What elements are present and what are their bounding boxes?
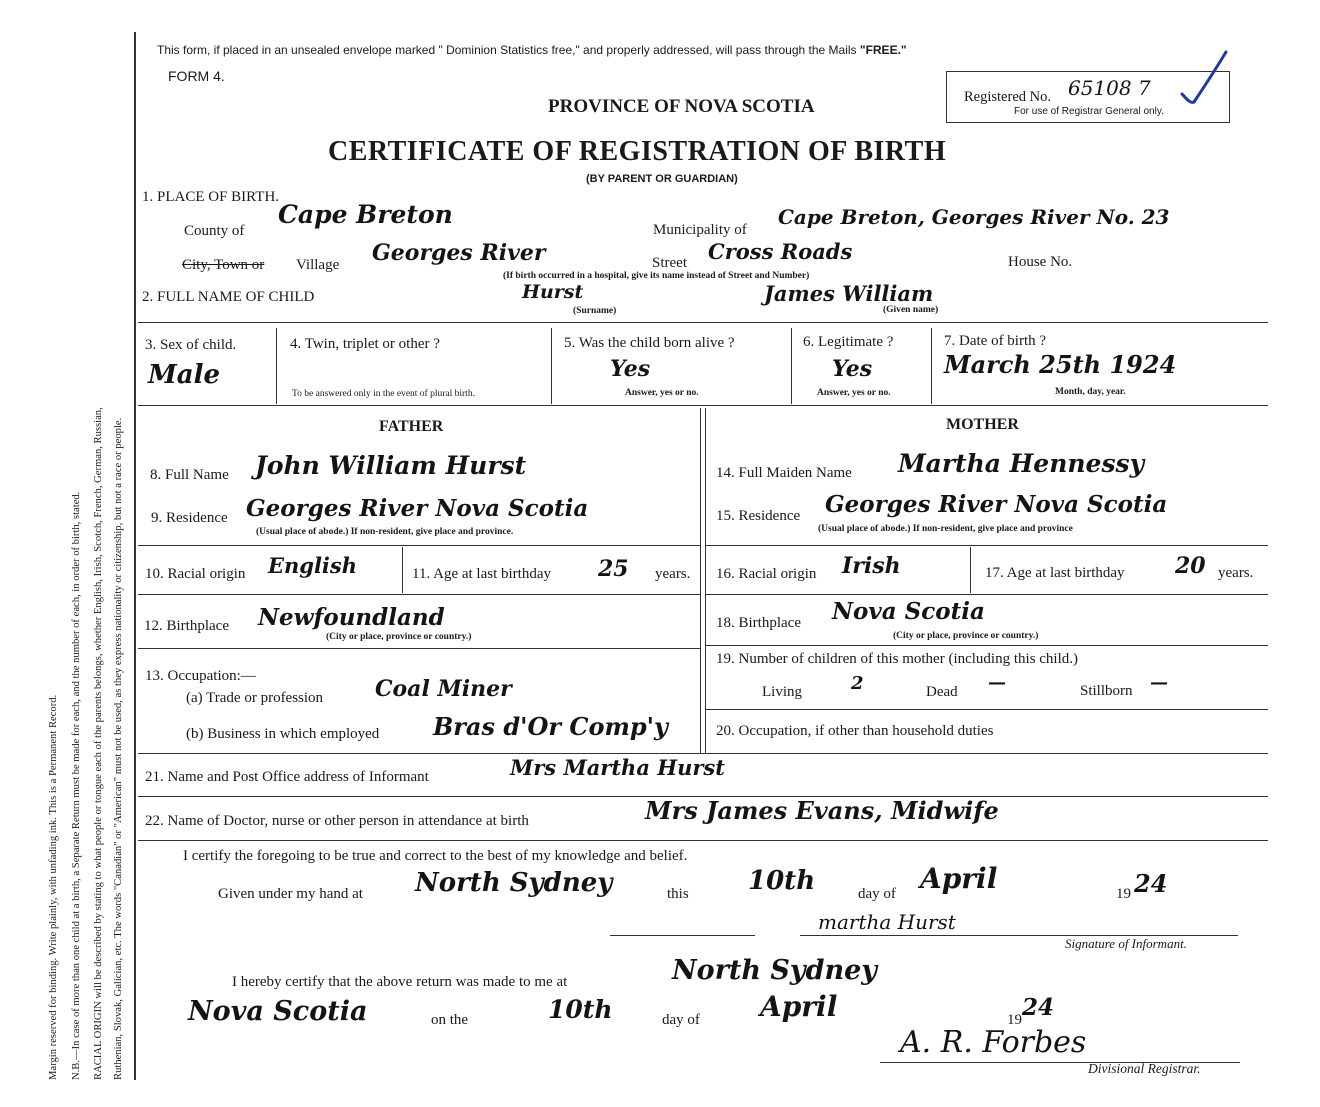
mother-years: years. xyxy=(1218,565,1254,581)
mother-rule-3 xyxy=(705,645,1268,646)
village-value: Georges River xyxy=(372,240,546,266)
father-residence-caption: (Usual place of abode.) If non-resident, give place and province. xyxy=(256,527,514,537)
living-label: Living xyxy=(762,684,802,700)
father-name: John William Hurst xyxy=(255,451,527,480)
parents-divider-left xyxy=(700,408,701,753)
father-col-divider xyxy=(402,547,403,593)
certify-place: North Sydney xyxy=(415,868,613,898)
certify-year: 24 xyxy=(1134,869,1168,898)
mother-name: Martha Hennessy xyxy=(898,449,1145,478)
margin-note-4: Ruthenian, Slovak, Galician, etc. The words "Canadian" or "American" must not be used, as they express nationality or citizenship, but not a race or people. xyxy=(113,417,124,1080)
given-under-label: Given under my hand at xyxy=(218,886,363,902)
mother-rule-4 xyxy=(705,709,1268,710)
informant-label: 21. Name and Post Office address of Informant xyxy=(145,769,429,785)
mother-age: 20 xyxy=(1175,553,1206,579)
registrar-day-of: day of xyxy=(662,1012,700,1028)
stillborn-value: — xyxy=(1150,672,1168,693)
document-subtitle: (BY PARENT OR GUARDIAN) xyxy=(586,173,738,185)
trade-value: Coal Miner xyxy=(375,676,512,702)
father-birthplace: Newfoundland xyxy=(258,604,445,631)
signature-caption: Signature of Informant. xyxy=(1065,936,1187,951)
mother-residence-caption: (Usual place of abode.) If non-resident, give place and province xyxy=(818,524,1073,534)
municipality-label: Municipality of xyxy=(653,222,747,238)
legitimate-caption: Answer, yes or no. xyxy=(817,388,891,398)
mother-racial-origin: Irish xyxy=(842,553,901,579)
registrar-on-the: on the xyxy=(431,1012,469,1028)
registrar-province: Nova Scotia xyxy=(188,996,368,1027)
sex-label: 3. Sex of child. xyxy=(145,337,237,353)
father-birthplace-label: 12. Birthplace xyxy=(144,618,229,634)
dob-value: March 25th 1924 xyxy=(944,350,1177,379)
document-title: CERTIFICATE OF REGISTRATION OF BIRTH xyxy=(328,136,947,167)
street-label: Street xyxy=(652,255,687,271)
living-value: 2 xyxy=(851,673,864,694)
signature-short-rule xyxy=(610,935,755,936)
mother-birthplace: Nova Scotia xyxy=(832,598,985,625)
margin-rule xyxy=(134,32,136,1080)
house-label: House No. xyxy=(1008,254,1073,270)
trade-label: (a) Trade or profession xyxy=(186,690,324,706)
father-racial-origin: English xyxy=(268,553,358,578)
postal-note: This form, if placed in an unsealed envelope marked " Dominion Statistics free," and properly addressed, will pass through the Mails "FREE." xyxy=(157,43,907,57)
registrar-year: 24 xyxy=(1022,994,1055,1021)
business-label: (b) Business in which employed xyxy=(186,726,380,742)
alive-label: 5. Was the child born alive ? xyxy=(564,335,735,351)
twin-note: To be answered only in the event of plural birth. xyxy=(292,389,475,399)
city-town-struck: City, Town or xyxy=(182,257,265,273)
certify-day-of: day of xyxy=(858,886,896,902)
col-divider-4 xyxy=(931,328,932,404)
registrar-year-prefix: 19 xyxy=(1007,1012,1022,1028)
informant-signature: martha Hurst xyxy=(818,910,956,934)
registrar-day: 10th xyxy=(548,995,613,1024)
mother-heading: MOTHER xyxy=(946,416,1019,433)
business-value: Bras d'Or Comp'y xyxy=(433,712,668,741)
legitimate-label: 6. Legitimate ? xyxy=(803,334,894,350)
dead-value: — xyxy=(988,672,1006,693)
certify-year-prefix: 19 xyxy=(1116,886,1131,902)
father-age: 25 xyxy=(598,556,629,582)
county-label: County of xyxy=(184,223,245,239)
father-rule-1 xyxy=(138,545,700,546)
rule-2 xyxy=(138,405,1268,406)
mother-residence: Georges River Nova Scotia xyxy=(825,491,1168,518)
rule-1 xyxy=(138,322,1268,323)
father-heading: FATHER xyxy=(379,418,444,435)
father-rule-2 xyxy=(138,594,700,595)
hospital-note: (If birth occurred in a hospital, give its name instead of Street and Number) xyxy=(503,271,810,281)
mother-racial-label: 16. Racial origin xyxy=(716,566,817,582)
father-racial-label: 10. Racial origin xyxy=(145,566,246,582)
stillborn-label: Stillborn xyxy=(1080,683,1133,699)
doctor-value: Mrs James Evans, Midwife xyxy=(645,796,999,825)
mother-occupation-label: 20. Occupation, if other than household duties xyxy=(716,723,994,739)
parents-divider-right xyxy=(705,408,706,753)
father-years: years. xyxy=(655,566,691,582)
mother-birthplace-caption: (City or place, province or country.) xyxy=(893,631,1039,641)
col-divider-3 xyxy=(791,328,792,404)
occupation-label: 13. Occupation:— xyxy=(145,668,256,684)
father-residence-label: 9. Residence xyxy=(151,510,228,526)
dead-label: Dead xyxy=(926,684,958,700)
certify-statement: I certify the foregoing to be true and correct to the best of my knowledge and belief. xyxy=(183,848,688,864)
father-name-label: 8. Full Name xyxy=(150,467,229,483)
form-number: FORM 4. xyxy=(168,68,225,84)
place-section-label: 1. PLACE OF BIRTH. xyxy=(142,189,280,205)
certify-this: this xyxy=(667,886,689,902)
county-value: Cape Breton xyxy=(278,200,453,229)
municipality-value: Cape Breton, Georges River No. 23 xyxy=(778,205,1170,229)
binding-margin xyxy=(0,0,140,1107)
children-count-label: 19. Number of children of this mother (including this child.) xyxy=(716,651,1079,667)
rule-3 xyxy=(138,753,1268,754)
surname-caption: (Surname) xyxy=(573,306,617,316)
street-value: Cross Roads xyxy=(708,239,853,264)
mother-rule-1 xyxy=(705,545,1268,546)
mother-name-label: 14. Full Maiden Name xyxy=(716,465,852,481)
father-age-label: 11. Age at last birthday xyxy=(412,566,551,582)
registered-label: Registered No. xyxy=(964,89,1051,105)
dob-label: 7. Date of birth ? xyxy=(944,333,1047,349)
registrar-month: April xyxy=(760,990,838,1023)
given-caption: (Given name) xyxy=(883,305,939,315)
informant-value: Mrs Martha Hurst xyxy=(510,755,725,780)
margin-note-1: Margin reserved for binding. Write plainly, with unfading ink. This is a Permanent Record. xyxy=(48,694,59,1080)
registrar-place: North Sydney xyxy=(672,955,877,986)
father-birthplace-caption: (City or place, province or country.) xyxy=(326,632,472,642)
doctor-label: 22. Name of Doctor, nurse or other person in attendance at birth xyxy=(145,813,529,829)
mother-age-label: 17. Age at last birthday xyxy=(985,565,1125,581)
child-surname: Hurst xyxy=(522,281,584,303)
col-divider-1 xyxy=(276,328,277,404)
mother-residence-label: 15. Residence xyxy=(716,508,801,524)
legitimate-value: Yes xyxy=(832,356,873,382)
mother-rule-2 xyxy=(705,594,1268,595)
sex-value: Male xyxy=(148,360,221,390)
check-mark-icon xyxy=(1180,48,1230,108)
rule-5 xyxy=(138,840,1268,841)
mother-birthplace-label: 18. Birthplace xyxy=(716,615,801,631)
twin-label: 4. Twin, triplet or other ? xyxy=(290,336,440,352)
father-residence: Georges River Nova Scotia xyxy=(246,495,589,522)
col-divider-2 xyxy=(551,328,552,404)
alive-value: Yes xyxy=(610,356,651,382)
mother-col-divider xyxy=(970,547,971,593)
province-title: PROVINCE OF NOVA SCOTIA xyxy=(548,96,815,117)
registrar-statement: I hereby certify that the above return was made to me at xyxy=(232,974,568,990)
registrar-signature: A. R. Forbes xyxy=(900,1025,1087,1060)
dob-caption: Month, day, year. xyxy=(1055,387,1126,397)
certify-day: 10th xyxy=(748,866,816,896)
registrar-note: For use of Registrar General only. xyxy=(1014,106,1164,117)
village-label: Village xyxy=(296,257,340,273)
father-rule-3 xyxy=(138,648,700,649)
registered-number: 65108 7 xyxy=(1068,76,1151,100)
margin-note-3: RACIAL ORIGIN will be described by stating to what people or tongue each of the parents belongs, whether English, Irish, Scotch, French, German, Russian, xyxy=(93,407,104,1080)
alive-caption: Answer, yes or no. xyxy=(625,388,699,398)
child-name-label: 2. FULL NAME OF CHILD xyxy=(142,289,315,305)
registrar-caption: Divisional Registrar. xyxy=(1088,1061,1201,1076)
margin-note-2: N.B.—In case of more than one child at a birth, a Separate Return must be made for each, and the number of each, in order of birth, stated. xyxy=(71,491,82,1080)
certify-month: April xyxy=(920,862,998,895)
child-given-name: James William xyxy=(764,281,934,306)
